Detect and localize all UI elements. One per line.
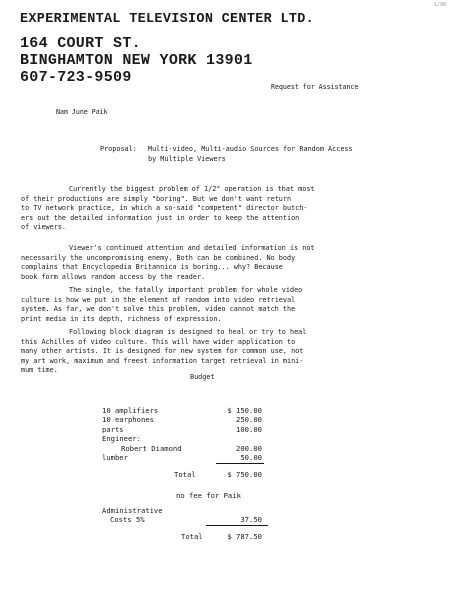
budget-item-amount: $ 150.00	[227, 406, 262, 415]
paragraph-line: of their productions are simply "boring". But we don't want return	[21, 194, 292, 203]
budget-item-amount: 50.00	[240, 453, 262, 462]
budget-item-label: Robert Diamond	[121, 444, 182, 453]
paragraph-line: this Achilles of video culture. This will have wider application to	[21, 337, 296, 346]
paragraph-line: The single, the fatally important problem for whole video	[69, 286, 303, 294]
paragraph-line: mum time.	[21, 366, 58, 374]
company-name: EXPERIMENTAL TELEVISION CENTER LTD.	[20, 12, 315, 27]
paragraph-line: complains that Encyclopedia Britannica is boring... why? Because	[21, 263, 283, 271]
street-address: 164 COURT ST.	[20, 35, 141, 52]
paragraph-line: book form allows random access by the reader.	[21, 272, 206, 281]
addressee: Nam June Paik	[56, 108, 108, 116]
admin-label-line-1: Administrative	[102, 506, 163, 515]
budget-heading: Budget	[190, 373, 215, 381]
subtotal-rule	[216, 463, 264, 464]
paragraph-line: many other artists. It is designed for new system for common use, not	[21, 347, 304, 355]
budget-item-amount: 200.00	[236, 444, 262, 453]
paragraph-line: my art work, maximum and freest information target retrieval in mini-	[21, 356, 304, 365]
request-label: Request for Assistance	[271, 83, 359, 91]
fee-note: no fee for Paik	[176, 491, 241, 500]
paragraph-line: system. As far, we don't solve this problem, video cannot match the	[21, 305, 296, 313]
budget-item-label: 10 earphones	[102, 415, 154, 424]
paragraph-4	[21, 328, 441, 376]
budget-item-label: lumber	[102, 453, 128, 462]
paragraph-line: culture is how we put in the element of random into video retrieval	[21, 295, 296, 304]
grand-total-rule	[206, 525, 268, 526]
admin-label-line-2: Costs 5%	[110, 515, 145, 524]
paragraph-line: Viewer's continued attention and detailed information is not	[69, 244, 315, 252]
paragraph-line: ers out the detailed information just in order to keep the attention	[21, 213, 300, 222]
paragraph-line: print media in its depth, richness of expression.	[21, 314, 222, 323]
proposal-label: Proposal:	[100, 145, 137, 153]
admin-amount: 37.50	[240, 515, 262, 524]
paragraph-line: to TV network practice, in which a so-said "competent" director butch-	[21, 204, 308, 212]
paragraph-2	[21, 244, 441, 282]
grand-total-label: Total	[181, 532, 203, 541]
subtotal-label: Total	[174, 470, 196, 479]
proposal-block	[100, 145, 353, 164]
paragraph-1	[21, 185, 441, 233]
paragraph-3	[21, 286, 441, 324]
subtotal-amount: $ 750.00	[227, 470, 262, 479]
phone-number: 607-723-9509	[20, 69, 132, 86]
city-address: BINGHAMTON NEW YORK 13901	[20, 52, 253, 69]
paragraph-line: Currently the biggest problem of 1/2" operation is that most	[69, 185, 315, 193]
budget-item-label: Engineer:	[102, 434, 141, 443]
budget-item-label: 10 amplifiers	[102, 406, 159, 415]
proposal-title-line-2: by Multiple Viewers	[148, 154, 226, 163]
budget-item-amount: 100.00	[236, 425, 262, 434]
grand-total-amount: $ 787.50	[227, 532, 262, 541]
paragraph-line: Following block diagram is designed to heal or try to heal	[69, 328, 307, 336]
paragraph-line: necessarily the uncompromising enemy. Both can be combined. No body	[21, 253, 296, 262]
paragraph-line: of viewers.	[21, 223, 67, 231]
budget-item-label: parts	[102, 425, 124, 434]
corner-note: 1/90	[433, 2, 446, 8]
budget-item-amount: 250.00	[236, 415, 262, 424]
proposal-title-line-1: Multi-video, Multi-audio Sources for Random Access	[148, 145, 353, 153]
